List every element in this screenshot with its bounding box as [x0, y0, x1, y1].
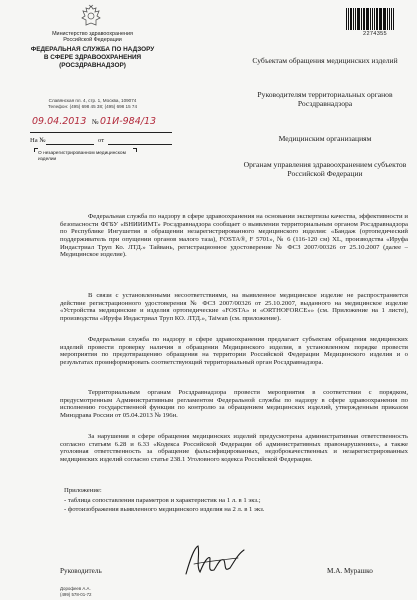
service-name-line3: (РОСЗДРАВНАДЗОР) [59, 62, 126, 69]
signatory-role: Руководитель [60, 567, 102, 575]
body-paragraph-1: Федеральная служба по надзору в сфере здравоохранения на основании экспертизы качества, эффективности и безопасности ФГБУ «ВНИИИМТ» Росздравнадзора сообщает о выявлении территориальным органом Росздравнадзора по Республике Ингушетия в обращении незарегистрированного медицинского изделия: «Бандаж (ортопедический поддерживатель при опущении органов малого таза), FOSTA®, F 5701», № 6 (116-120 см) XL, производства «Ируфа Индастриал Труп Ко. ЛТД.» Тайвань, регистрационное удостоверение № ФСЗ 2007/00326 от 25.10.2007 (далее – Медицинское изделие). [60, 213, 408, 259]
body-paragraph-2: В связи с установленными несоответствиями, на выявленное медицинское изделие не распространяется действие регистрационного удостоверения № ФСЗ 2007/00326 от 25.10.2007, выданного на медицинское изделие «Устройства медицинские и изделия ортопедические «FOSTA» и «ORTHOFORCE»» (см. Приложение на 1 листе), производства «Ируфа Индастриал Труп КО. ЛТД.», Taiwan (см. приложение). [60, 292, 408, 322]
emblem-icon [80, 4, 102, 28]
subject-bracket-right [133, 148, 137, 152]
recipient-1: Субъектам обращения медицинских изделий [252, 56, 398, 65]
registration-date: 09.04.2013 [32, 116, 87, 127]
registration-number-prefix: № [92, 118, 99, 126]
recipient-3: Медицинским организациям [278, 134, 372, 143]
attachments-title: Приложение: [64, 487, 102, 494]
ministry-name-line2: Российской Федерации [63, 37, 122, 43]
sender-address: Славянская пл. 4, стр. 1, Москва, 109074 [48, 98, 137, 103]
executor-phone: (499) 578-01-72 [60, 592, 92, 597]
attachment-item-1: - таблица сопоставления параметров и характеристик на 1 л. в 1 экз.; [64, 497, 261, 504]
registration-number: 01И-984/13 [100, 116, 157, 127]
reply-to-label: На № [30, 137, 46, 144]
body-paragraph-5: За нарушения в сфере обращения медицинских изделий предусмотрена административная ответственность согласно статьям 6.28 и 6.33 «Кодекса Российской Федерации об административных правонарушениях», а также уголовная ответственность за обращение фальсифицированных, недоброкачественных и незарегистрированных медицинских изделий согласно статье 238.1 Уголовного кодекса Российской Федерации. [60, 433, 408, 463]
sender-phone: Телефон: (495) 698 45 38; (495) 698 15 74 [47, 104, 138, 109]
barcode [346, 8, 404, 30]
document-subject: О незарегистрированном медицинском изделии [38, 151, 126, 162]
executor-name: Дорофеев А.А. [60, 586, 91, 591]
ministry-name-line1: Министерство здравоохранения [52, 31, 133, 37]
barcode-number: 2274355 [363, 31, 387, 37]
handwritten-signature [180, 540, 250, 582]
body-paragraph-3: Федеральная служба по надзору в сфере здравоохранения предлагает субъектам обращения медицинских изделий провести проверку наличия в обращении Медицинского изделия, в установленном порядке провести мероприятия по предотвращению обращения на территории Российской Федерации Медицинского изделия и о результатах проинформировать соответствующий территориальный орган Росздравнадзора. [60, 336, 408, 366]
attachment-item-2: - фотоизображения выявленного медицинского изделия на 2 л. в 1 экз. [64, 506, 265, 513]
reply-to-date-label: от [98, 137, 105, 144]
reply-to-number-line [46, 136, 94, 145]
recipient-4: Органам управления здравоохранением субъектов Российской Федерации [243, 160, 407, 179]
service-name-line1: ФЕДЕРАЛЬНАЯ СЛУЖБА ПО НАДЗОРУ [30, 46, 155, 53]
reply-to-date-line [108, 136, 172, 145]
service-name-line2: В СФЕРЕ ЗДРАВООХРАНЕНИЯ [43, 54, 142, 61]
recipient-2: Руководителям территориальных органов Росздравнадзора [257, 90, 393, 109]
body-paragraph-4: Территориальным органам Росздравнадзора провести мероприятия в соответствии с порядком, предусмотренным Административным регламентом Федеральной службы по надзору в сфере здравоохранения по исполнению государственной функции по контролю за обращением медицинских изделий, утвержденным приказом Минздрава России от 05.04.2013 № 196н. [60, 389, 408, 419]
signatory-name: М.А. Мурашко [327, 567, 373, 575]
